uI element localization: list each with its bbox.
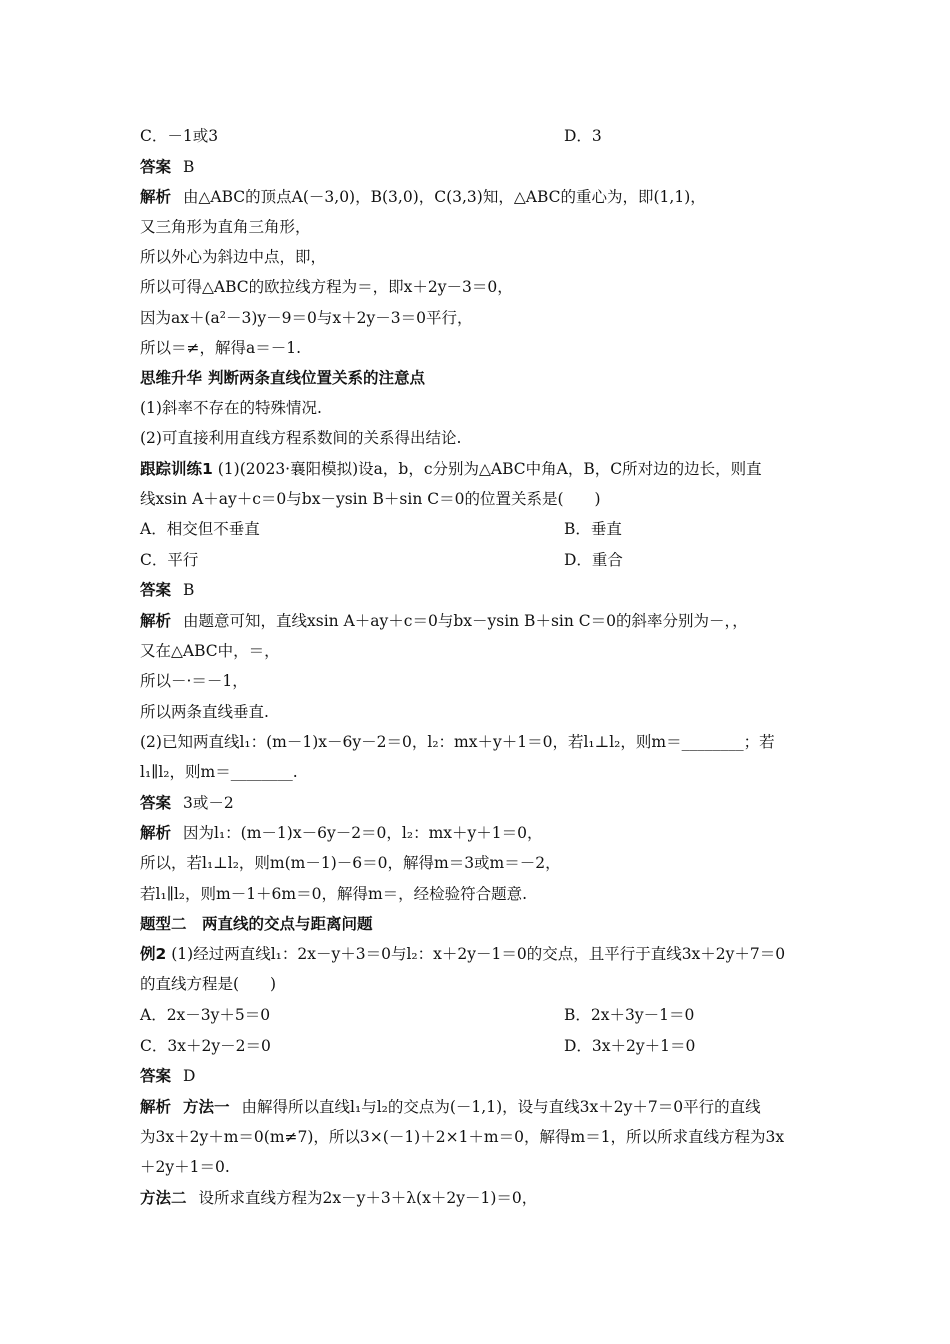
analysis-line: 所以＝≠，解得a＝－1. <box>140 339 302 357</box>
sublimation-title: 判断两条直线位置关系的注意点 <box>208 369 426 387</box>
question-line: (2)已知两直线l₁：(m－1)x－6y－2＝0，l₂：mx＋y＋1＝0，若l₁⊥l₂，则m＝________；若 <box>140 733 775 751</box>
analysis-line: 又三角形为直角三角形， <box>140 218 311 236</box>
example-question-text: (1)经过两直线l₁：2x－y＋3＝0与l₂：x＋2y－1＝0的交点，且平行于直线3x＋2y＋7＝0 <box>171 945 786 963</box>
option-b: B．2x＋3y－1＝0 <box>564 1006 695 1024</box>
option-c: C．－1或3 <box>140 127 219 145</box>
training-question-line: 线xsin A＋ay＋c＝0与bx－ysin B＋sin C＝0的位置关系是( ) <box>140 490 601 508</box>
analysis-line: 为3x＋2y＋m＝0(m≠7)，所以3×(－1)＋2×1＋m＝0，解得m＝1，所以所求直线方程为3x <box>140 1128 785 1146</box>
analysis-text: 由△ABC的顶点A(－3,0)，B(3,0)，C(3,3)知，△ABC的重心为，即(1,1)， <box>183 188 706 206</box>
option-c: C．3x＋2y－2＝0 <box>140 1037 271 1055</box>
training-label: 跟踪训练1 <box>140 460 213 478</box>
question-line: l₁∥l₂，则m＝________. <box>140 763 298 781</box>
answer-line <box>140 793 812 813</box>
answer-value: B <box>183 581 195 599</box>
answer-line <box>140 1066 812 1086</box>
option-a: A．2x－3y＋5＝0 <box>140 1006 271 1024</box>
analysis-line <box>140 1097 812 1117</box>
analysis-label: 解析 <box>140 1098 172 1116</box>
option-a: A．相交但不垂直 <box>140 520 260 538</box>
analysis-text: 由解得所以直线l₁与l₂的交点为(－1,1)，设与直线3x＋2y＋7＝0平行的直线 <box>241 1098 761 1116</box>
example-question-line: 的直线方程是( ) <box>140 975 277 993</box>
answer-value: D <box>183 1067 196 1085</box>
option-d: D．3x＋2y＋1＝0 <box>564 1037 696 1055</box>
training-question-line <box>140 459 812 479</box>
example-question-line <box>140 944 812 964</box>
analysis-line <box>140 1188 812 1208</box>
option-row <box>140 519 812 539</box>
analysis-text: 由题意可知，直线xsin A＋ay＋c＝0与bx－ysin B＋sin C＝0的斜率分别为－，， <box>183 612 748 630</box>
analysis-label: 解析 <box>140 188 172 206</box>
analysis-line: 所以，若l₁⊥l₂，则m(m－1)－6＝0，解得m＝3或m＝－2， <box>140 854 561 872</box>
option-row <box>140 126 812 146</box>
answer-label: 答案 <box>140 158 172 176</box>
analysis-line <box>140 611 812 631</box>
answer-label: 答案 <box>140 794 172 812</box>
answer-value: B <box>183 158 195 176</box>
example-label: 例2 <box>140 945 167 963</box>
analysis-label: 解析 <box>140 612 172 630</box>
analysis-text: 因为l₁：(m－1)x－6y－2＝0，l₂：mx＋y＋1＝0， <box>183 824 543 842</box>
analysis-line: 所以两条直线垂直. <box>140 703 269 721</box>
analysis-line: 所以－·＝－1， <box>140 672 248 690</box>
option-row <box>140 1005 812 1025</box>
method1-label: 方法一 <box>183 1098 230 1116</box>
option-d: D．3 <box>564 127 602 145</box>
analysis-line: ＋2y＋1＝0. <box>140 1158 230 1176</box>
sublimation-point: (1)斜率不存在的特殊情况. <box>140 399 322 417</box>
option-row <box>140 550 812 570</box>
answer-value: 3或－2 <box>183 794 234 812</box>
option-c: C．平行 <box>140 551 199 569</box>
analysis-line: 因为ax＋(a²－3)y－9＝0与x＋2y－3＝0平行， <box>140 309 473 327</box>
option-d: D．重合 <box>564 551 623 569</box>
option-row <box>140 1036 812 1056</box>
analysis-line: 若l₁∥l₂，则m－1＋6m＝0，解得m＝，经检验符合题意. <box>140 885 528 903</box>
answer-label: 答案 <box>140 581 172 599</box>
answer-label: 答案 <box>140 1067 172 1085</box>
analysis-line: 所以外心为斜边中点，即， <box>140 248 327 266</box>
section-title: 题型二 两直线的交点与距离问题 <box>140 915 373 933</box>
option-b: B．垂直 <box>564 520 622 538</box>
sublimation-label: 思维升华 <box>140 369 203 387</box>
analysis-line <box>140 823 812 843</box>
analysis-line <box>140 187 812 207</box>
answer-line <box>140 580 812 600</box>
analysis-text: 设所求直线方程为2x－y＋3＋λ(x＋2y－1)＝0， <box>198 1189 538 1207</box>
analysis-line: 所以可得△ABC的欧拉线方程为＝，即x＋2y－3＝0， <box>140 278 513 296</box>
analysis-line: 又在△ABC中，＝， <box>140 642 280 660</box>
sublimation-point: (2)可直接利用直线方程系数间的关系得出结论. <box>140 429 462 447</box>
training-question-text: (1)(2023·襄阳模拟)设a，b，c分别为△ABC中角A，B，C所对边的边长，则直 <box>217 460 762 478</box>
sublimation-heading <box>140 368 812 388</box>
analysis-label: 解析 <box>140 824 172 842</box>
answer-line <box>140 157 812 177</box>
method2-label: 方法二 <box>140 1189 187 1207</box>
